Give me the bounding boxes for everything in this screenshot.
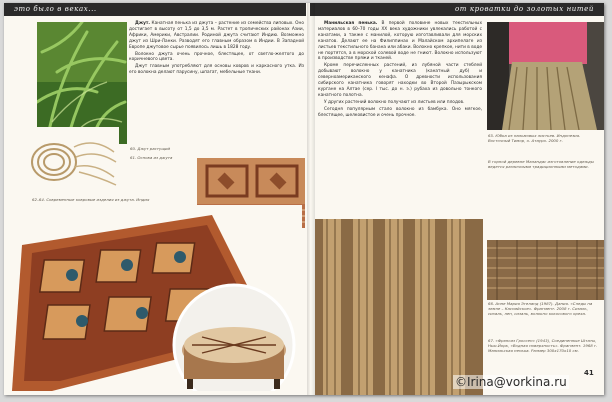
right-text-column: [318, 21, 482, 120]
header-right: от кроватки до золотых нитей: [310, 3, 604, 16]
caption-65: 65. Юбка из пальмовых листьев. Индонезия. Восточный Тимор, о. Атауро. 2000 г.: [488, 133, 581, 143]
photo-large-carpet: [12, 205, 302, 391]
caption-60: 60. Джут растущий: [130, 146, 171, 151]
manila-paragraph-2: Кроме перечисленных растений, из лубяной части стеблей добывают волокно у канатника (канатный дуб) и северноамериканского кенафа. О древности использования сибирского канатника говорят находки во Второй Пазырыкском кургане на Алтае (сер. I тыс. до н. э.) рубаха из довольно тонкого канатного полотна.: [318, 63, 482, 98]
manila-paragraph-3: У других растений волокно получают из листьев или плодов.: [324, 99, 465, 105]
caption-65-note: В горной деревне Маландас изготовление одежды ведется различными традиционными методами.: [488, 159, 594, 169]
caption-66: 66. Анне Мария Эгеланд (1987). Дания. «Следы на земле – Каспийское». Фрагмент. 2008 г. Сизаль, сизаль, лен, сизаль, волокно кокосового ореха.: [488, 301, 593, 316]
jute-paragraph-2: Волокно джута очень прочное, блестящее, от светло-желтого до коричневого цвета.: [129, 51, 304, 63]
left-text-column: [129, 21, 304, 77]
manila-paragraph-1: В первой половине новых текстильных материалов в 60–70 годы XX века художники увлекались работой с канатами, а также с манилой, которую изготавливали для морских канатов. Делают ее на Филиппинах и Малайском архипелаге из листьев текстильного банана или абаки. Волокно крепкое, нити в воде не портятся, а в морской солевой воде не гниют. Волокно используют в производстве пряжи и тканей.: [318, 21, 482, 62]
jute-paragraph-1: Канатная пенька из джута – растение из семейства липовых. Оно достигает в высоту от 1,5 до 3,5 м. Растет в тропических районах Азии, Африки, Америки, Австралии. Родиной джута считают Индию. Возможно джут из Шри-Ланки. Разводят его главным образом в Индии. В Западной Европе джутовое сырье появилось лишь в 1828 году.: [129, 21, 304, 50]
page-number: 41: [584, 369, 594, 377]
manila-paragraph-4: Сегодня популярным стало волокно из бамбука. Оно мягкое, блестящее, шелковистое и очень прочное.: [318, 106, 482, 118]
watermark: ©Irina@vorkina.ru: [455, 375, 567, 389]
photo-woven-textile: [487, 240, 604, 300]
photo-jute-plant: [37, 22, 127, 144]
jute-paragraph-3: Джут главным употребляют для основы ковров и каркасного утка. Из его волокна делают парусину, шпагат, мебельные ткани.: [129, 64, 304, 76]
photo-palm-skirt: [487, 22, 604, 130]
heading-manila: Манильская пенька.: [324, 21, 378, 26]
header-left: это было в веках...: [4, 3, 306, 16]
caption-61: 61. Основа из джута: [130, 155, 173, 160]
book-spread: [4, 3, 604, 395]
photo-jute-fiber: [24, 127, 119, 187]
caption-62-64: 62–64. Современные ковровые изделия из джута. Индия: [32, 197, 150, 202]
photo-manila-ropes: [315, 219, 483, 395]
caption-67: 67. «Фрэнсиз Гроссен» (1943), Соединенные Штаты, Нью-Йорк, «Водная поверхность». Фрагмент. 1968 г. Манильская пенька. Размер 300х170х10 см.: [488, 338, 598, 353]
gutter: [307, 3, 315, 395]
heading-jute: Джут.: [135, 21, 151, 26]
